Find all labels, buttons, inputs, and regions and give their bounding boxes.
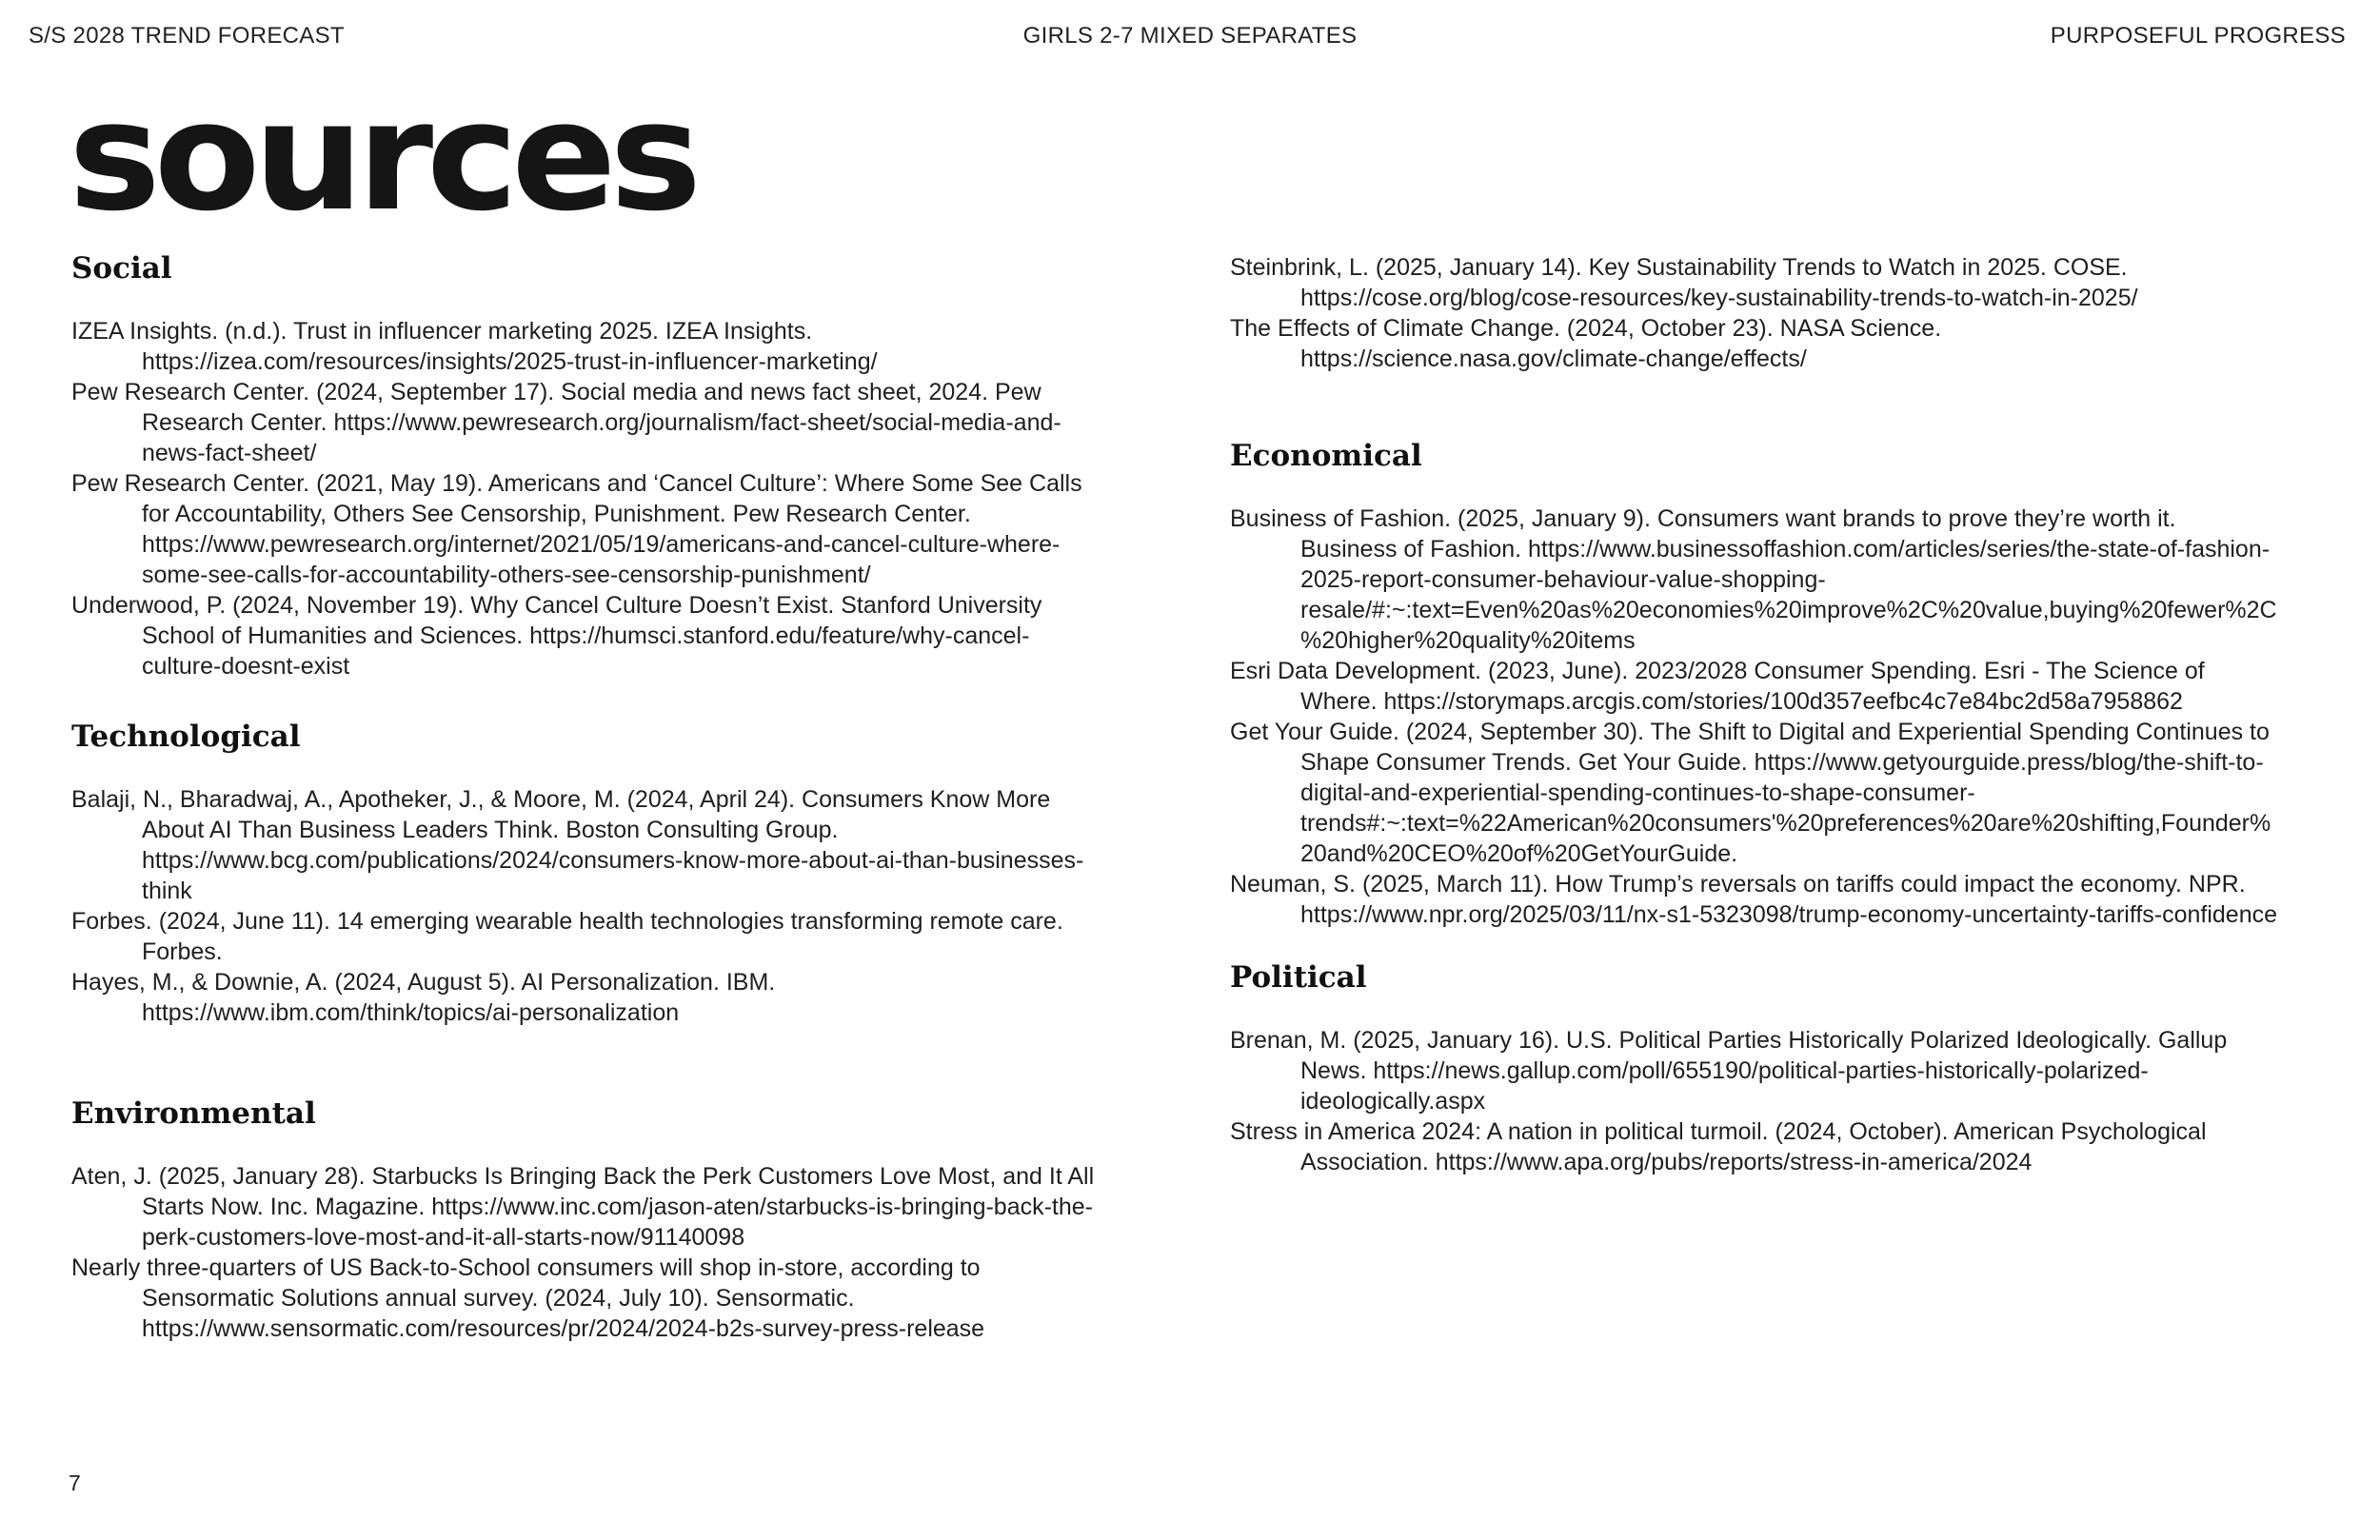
section-political bbox=[1230, 958, 2277, 1177]
page-title: sources bbox=[69, 69, 696, 245]
header-theme-label: PURPOSEFUL PROGRESS bbox=[2050, 23, 2346, 49]
reference-item: Pew Research Center. (2024, September 17). Social media and news fact sheet, 2024. Pew Research Center. https://www.pewresearch.org/journalism/fact-sheet/social-media-and-news-fact-sheet/ bbox=[71, 379, 1061, 466]
right-column bbox=[1230, 252, 2277, 1177]
reference-item: Esri Data Development. (2023, June). 2023/2028 Consumer Spending. Esri - The Science of Where. https://storymaps.arcgis.com/stories/100d357eefbc4c7e84bc2d58a7958862 bbox=[1230, 658, 2205, 715]
section-heading-political: Political bbox=[1230, 960, 1367, 995]
reference-item: Pew Research Center. (2021, May 19). Americans and ‘Cancel Culture’: Where Some See Calls for Accountability, Others See Censorship, Punishment. Pew Research Center. https://www.pewresearch.org/internet/2021/05/19/americans-and-cancel-culture-where-some-see-calls-for-accountability-others-see-censorship-punishment/ bbox=[71, 470, 1082, 588]
reference-list-environmental bbox=[71, 1161, 1100, 1344]
header-forecast-label: S/S 2028 TREND FORECAST bbox=[29, 23, 345, 49]
left-column bbox=[71, 249, 1100, 1344]
section-heading-economical: Economical bbox=[1230, 439, 1422, 473]
section-social bbox=[71, 249, 1100, 681]
section-technological bbox=[71, 718, 1100, 1028]
reference-item: Balaji, N., Bharadwaj, A., Apotheker, J., & Moore, M. (2024, April 24). Consumers Know More About AI Than Business Leaders Think. Boston Consulting Group. https://www.bcg.com/publications/2024/consumers-know-more-about-ai-than-businesses-think bbox=[71, 786, 1084, 904]
reference-list-technological bbox=[71, 784, 1100, 1028]
page-number: 7 bbox=[69, 1471, 81, 1495]
section-environmental-continued bbox=[1230, 252, 2277, 374]
reference-item: Aten, J. (2025, January 28). Starbucks Is Bringing Back the Perk Customers Love Most, and It All Starts Now. Inc. Magazine. https://www.inc.com/jason-aten/starbucks-is-bringing-back-the-perk-customers-love-most-and-it-all-starts-now/91140098 bbox=[71, 1163, 1095, 1251]
reference-item: Stress in America 2024: A nation in political turmoil. (2024, October). American Psychological Association. https://www.apa.org/pubs/reports/stress-in-america/2024 bbox=[1230, 1118, 2207, 1175]
reference-item: Hayes, M., & Downie, A. (2024, August 5). AI Personalization. IBM. https://www.ibm.com/think/topics/ai-personalization bbox=[71, 969, 776, 1026]
reference-item: The Effects of Climate Change. (2024, October 23). NASA Science. https://science.nasa.gov/climate-change/effects/ bbox=[1230, 315, 1942, 372]
reference-item: Get Your Guide. (2024, September 30). The Shift to Digital and Experiential Spending Continues to Shape Consumer Trends. Get Your Guide. https://www.getyourguide.press/blog/the-shift-to-digital-and-experiential-spending-continues-to-shape-consumer-trends#:~:text=%22American%20consumers'%20preferences%20are%20shifting,Founder%20and%20CEO%20of%20GetYourGuide. bbox=[1230, 719, 2271, 867]
section-heading-environmental: Environmental bbox=[71, 1096, 316, 1131]
reference-item: Neuman, S. (2025, March 11). How Trump’s reversals on tariffs could impact the economy. NPR. https://www.npr.org/2025/03/11/nx-s1-5323098/trump-economy-uncertainty-tariffs-confidence bbox=[1230, 871, 2278, 928]
reference-list-political bbox=[1230, 1025, 2277, 1177]
section-environmental bbox=[71, 1095, 1100, 1344]
section-economical bbox=[1230, 437, 2277, 930]
reference-list-environmental-continued bbox=[1230, 252, 2277, 374]
reference-item: Brenan, M. (2025, January 16). U.S. Political Parties Historically Polarized Ideologically. Gallup News. https://news.gallup.com/poll/655190/political-parties-historically-polarized-ideologically.aspx bbox=[1230, 1027, 2228, 1115]
reference-item: Nearly three-quarters of US Back-to-School consumers will shop in-store, according to Sensormatic Solutions annual survey. (2024, July 10). Sensormatic. https://www.sensormatic.com/resources/pr/2024/2024-b2s-survey-press-release bbox=[71, 1254, 985, 1342]
reference-item: Steinbrink, L. (2025, January 14). Key Sustainability Trends to Watch in 2025. COSE. https://cose.org/blog/cose-resources/key-sustainability-trends-to-watch-in-2025/ bbox=[1230, 254, 2138, 311]
reference-item: Business of Fashion. (2025, January 9). Consumers want brands to prove they’re worth it. Business of Fashion. https://www.businessoffashion.com/articles/series/the-state-of-fashion-2025-report-consumer-behaviour-value-shopping-resale/#:~:text=Even%20as%20economies%20improve%2C%20value,buying%20fewer%2C%20higher%20quality%20items bbox=[1230, 505, 2277, 654]
reference-item: Forbes. (2024, June 11). 14 emerging wearable health technologies transforming remote care. Forbes. bbox=[71, 908, 1063, 965]
section-heading-technological: Technological bbox=[71, 720, 301, 754]
reference-item: IZEA Insights. (n.d.). Trust in influencer marketing 2025. IZEA Insights. https://izea.com/resources/insights/2025-trust-in-influencer-marketing/ bbox=[71, 318, 878, 375]
reference-list-economical bbox=[1230, 503, 2277, 930]
header-category-label: GIRLS 2-7 MIXED SEPARATES bbox=[1022, 23, 1358, 49]
reference-item: Underwood, P. (2024, November 19). Why Cancel Culture Doesn’t Exist. Stanford University School of Humanities and Sciences. https://humsci.stanford.edu/feature/why-cancel-culture-doesnt-exist bbox=[71, 592, 1042, 680]
section-heading-social: Social bbox=[71, 251, 172, 286]
reference-list-social bbox=[71, 316, 1100, 681]
